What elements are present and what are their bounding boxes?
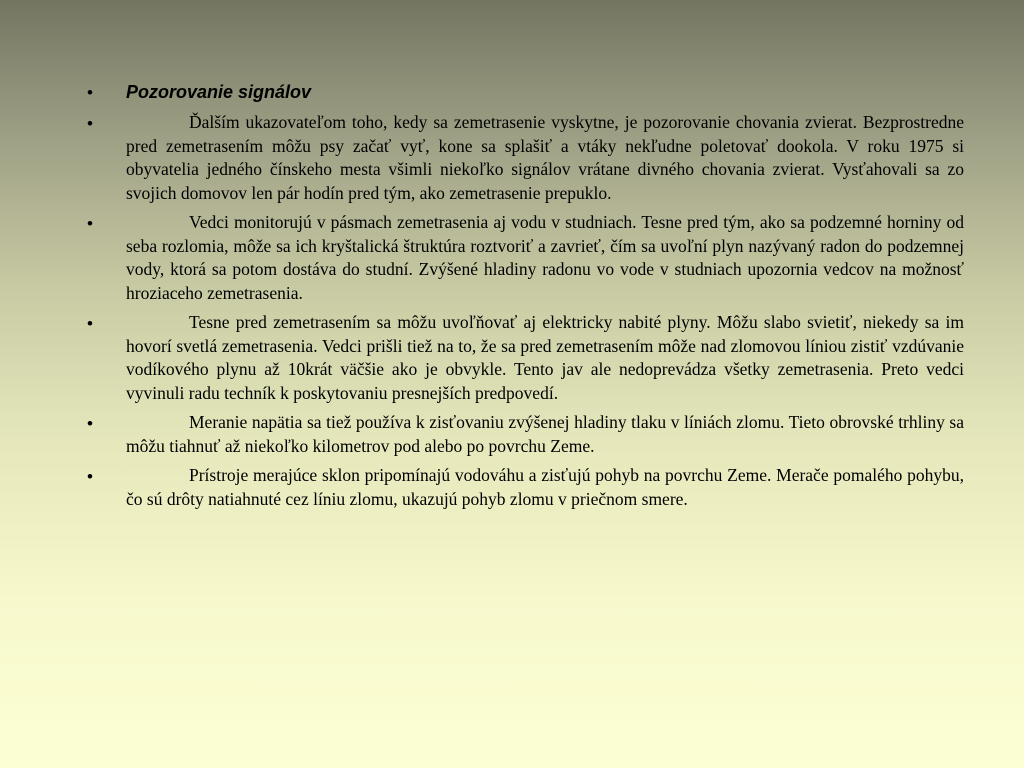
bullet-list (87, 80, 964, 517)
paragraph-text: Vedci monitorujú v pásmach zemetrasenia aj vodu v studniach. Tesne pred tým, ako sa podzemné horniny od seba rozlomia, môže sa ich kryštalická štruktúra roztvoriť a zavrieť, čím sa uvoľní plyn nazývaný radon do podzemnej vody, ktorá sa potom dostáva do studní. Zvýšené hladiny radonu vo vode v studniach upozornia vedcov na možnosť hroziaceho zemetrasenia. (126, 212, 964, 303)
bullet-paragraph-4 (87, 411, 964, 458)
bullet-icon: • (87, 83, 93, 102)
bullet-paragraph-5 (87, 464, 964, 511)
bullet-icon: • (87, 414, 93, 433)
bullet-paragraph-3 (87, 311, 964, 405)
paragraph-text: Meranie napätia sa tiež používa k zisťovaniu zvýšenej hladiny tlaku v líniách zlomu. Tieto obrovské trhliny sa môžu tiahnuť až niekoľko kilometrov pod alebo po povrchu Zeme. (126, 412, 964, 456)
bullet-heading (87, 80, 964, 105)
bullet-paragraph-1 (87, 111, 964, 205)
bullet-icon: • (87, 214, 93, 233)
bullet-icon: • (87, 314, 93, 333)
bullet-paragraph-2 (87, 211, 964, 305)
paragraph-text: Tesne pred zemetrasením sa môžu uvoľňovať aj elektricky nabité plyny. Môžu slabo svietiť, niekedy sa im hovorí svetlá zemetrasenia. Vedci prišli tiež na to, že sa pred zemetrasením môže nad zlomovou líniou zistiť vzdúvanie vodíkového plynu až 10krát väčšie ako je obvykle. Tento jav ale nedoprevádza všetky zemetrasenia. Preto vedci vyvinuli radu techník k poskytovaniu presnejších predpovedí. (126, 312, 964, 403)
bullet-icon: • (87, 114, 93, 133)
paragraph-text: Prístroje merajúce sklon pripomínajú vodováhu a zisťujú pohyb na povrchu Zeme. Merače pomalého pohybu, čo sú drôty natiahnuté cez líniu zlomu, ukazujú pohyb zlomu v priečnom smere. (126, 465, 964, 509)
section-heading: Pozorovanie signálov (126, 82, 312, 102)
bullet-icon: • (87, 467, 93, 486)
paragraph-text: Ďalším ukazovateľom toho, kedy sa zemetrasenie vyskytne, je pozorovanie chovania zvierat. Bezprostredne pred zemetrasením môžu psy začať vyť, kone sa splašiť a vtáky nekľudne poletovať dookola. V roku 1975 si obyvatelia jedného čínskeho mesta všimli niekoľko signálov vrátane divného chovania zvierat. Vysťahovali sa zo svojich domovov len pár hodín pred tým, ako zemetrasenie prepuklo. (126, 112, 964, 203)
